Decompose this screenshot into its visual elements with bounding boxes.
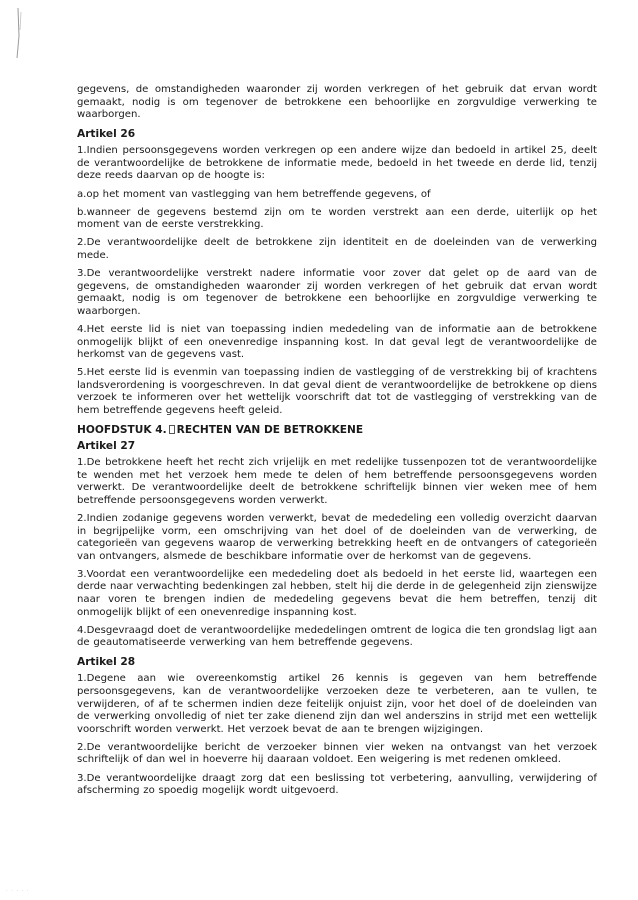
article-26-item-b: b.wanneer de gegevens bestemd zijn om te worden verstrekt aan een derde, uiterlijk op het moment van de eerste verstrekking. xyxy=(77,206,597,231)
article-26-paragraph-5: 5.Het eerste lid is evenmin van toepassing indien de vastlegging of de verstrekking bij of krachtens landsverordening is voorgeschreven. In dat geval dient de verantwoordelijke de betrokkene op diens verzoek te informeren over het wettelijk voorschrift dat tot de vastlegging of verstrekking van de hem betreffende gegevens heeft geleid. xyxy=(77,367,597,416)
article-26-paragraph-2: 2.De verantwoordelijke deelt de betrokkene zijn identiteit en de doeleinden van de verwerking mede. xyxy=(77,237,597,261)
article-27-paragraph-2: 2.Indien zodanige gegevens worden verwerkt, bevat de mededeling een volledig overzicht daarvan in begrijpelijke vorm, een omschrijving van het doel of de doeleinden van de verwerking, de categorieën van gegevens waarop de verwerking betrekking heeft en de ontvangers of categorieën van ontvangers, alsmede de beschikbare informatie over de herkomst van de gegevens. xyxy=(77,512,597,562)
missing-glyph-box xyxy=(169,425,175,434)
continuation-paragraph: gegevens, de omstandigheden waaronder zij worden verkregen of het gebruik dat ervan wordt gemaakt, nodig is om tegenover de betrokkene een behoorlijke en zorgvuldige verwerking te waarborgen. xyxy=(77,84,597,121)
chapter-4-prefix: HOOFDSTUK 4. xyxy=(77,424,167,437)
article-27-paragraph-3: 3.Voordat een verantwoordelijke een mededeling doet als bedoeld in het eerste lid, waartegen een derde naar verwachting bedenkingen zal hebben, stelt hij die derde in de gelegenheid zijn zienswijze naar voren te brengen indien de mededeling gegevens bevat die hem betreffen, tenzij dit onmogelijk blijkt of een onevenredige inspanning kost. xyxy=(77,568,597,618)
article-28-paragraph-1: 1.Degene aan wie overeenkomstig artikel 26 kennis is gegeven van hem betreffende persoonsgegevens, kan de verantwoordelijke verzoeken deze te verbeteren, aan te vullen, te verwijderen, of af te schermen indien deze feitelijk onjuist zijn, voor het doel of de doeleinden van de verwerking onvolledig of niet ter zake dienend zijn dan wel anderszins in strijd met een wettelijk voorschrift worden verwerkt. Het verzoek bevat de aan te brengen wijzigingen. xyxy=(77,673,597,735)
scan-footer-artifact: · · · · · xyxy=(6,888,30,894)
article-27-paragraph-4: 4.Desgevraagd doet de verantwoordelijke mededelingen omtrent de logica die ten grondslag ligt aan de geautomatiseerde verwerking van hem betreffende gegevens. xyxy=(77,624,597,649)
article-27-paragraph-1: 1.De betrokkene heeft het recht zich vrijelijk en met redelijke tussenpozen tot de verantwoordelijke te wenden met het verzoek hem mede te delen of hem betreffende persoonsgegevens worden verwerkt. De verantwoordelijke deelt de betrokkene schriftelijk binnen vier weken mee of hem betreffende persoonsgegevens worden verwerkt. xyxy=(77,457,597,506)
article-26-paragraph-1: 1.Indien persoonsgegevens worden verkregen op een andere wijze dan bedoeld in artikel 25, deelt de verantwoordelijke de betrokkene de informatie mede, bedoeld in het tweede en derde lid, tenzij deze reeds daarvan op de hoogte is: xyxy=(77,145,597,182)
chapter-4-title: RECHTEN VAN DE BETROKKENE xyxy=(176,424,364,437)
article-26-item-a: a.op het moment van vastlegging van hem betreffende gegevens, of xyxy=(77,188,431,200)
article-27-heading: Artikel 27 xyxy=(77,440,136,453)
article-26-paragraph-4: 4.Het eerste lid is niet van toepassing indien mededeling van de informatie aan de betrokkene onmogelijk blijkt of een onevenredige inspanning kost. In dat geval legt de verantwoordelijke de herkomst van de gegevens vast. xyxy=(77,323,597,361)
article-28-paragraph-2: 2.De verantwoordelijke bericht de verzoeker binnen vier weken na ontvangst van het verzoek schriftelijk of dan wel in hoeverre hij daaraan voldoet. Een weigering is met redenen omkleed. xyxy=(77,741,597,766)
article-28-paragraph-3: 3.De verantwoordelijke draagt zorg dat een beslissing tot verbetering, aanvulling, verwijdering of afscherming zo spoedig mogelijk wordt uitgevoerd. xyxy=(77,772,597,797)
article-28-heading: Artikel 28 xyxy=(77,656,136,669)
article-26-paragraph-3: 3.De verantwoordelijke verstrekt nadere informatie voor zover dat gelet op de aard van de gegevens, de omstandigheden waaronder zij worden verkregen of het gebruik dat ervan wordt gemaakt, nodig is om tegenover de betrokkene een behoorlijke en zorgvuldige verwerking te waarborgen. xyxy=(77,268,597,317)
document-page xyxy=(77,84,597,803)
article-26-heading: Artikel 26 xyxy=(77,128,136,141)
scan-artifact-mark xyxy=(8,6,28,61)
chapter-4-heading xyxy=(77,423,597,437)
